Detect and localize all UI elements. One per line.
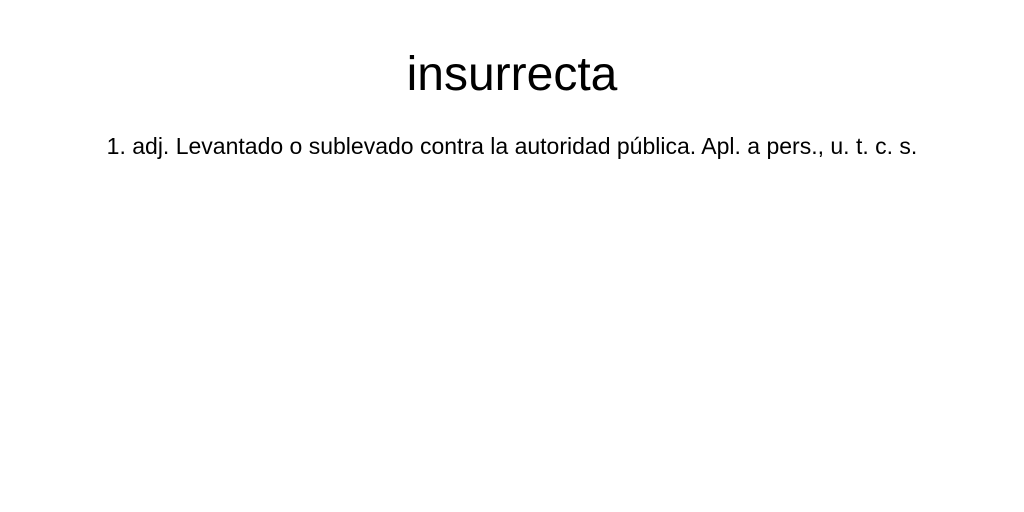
headword-title: insurrecta xyxy=(406,48,618,101)
definition-text: 1. adj. Levantado o sublevado contra la autoridad pública. Apl. a pers., u. t. c. s. xyxy=(106,133,918,159)
